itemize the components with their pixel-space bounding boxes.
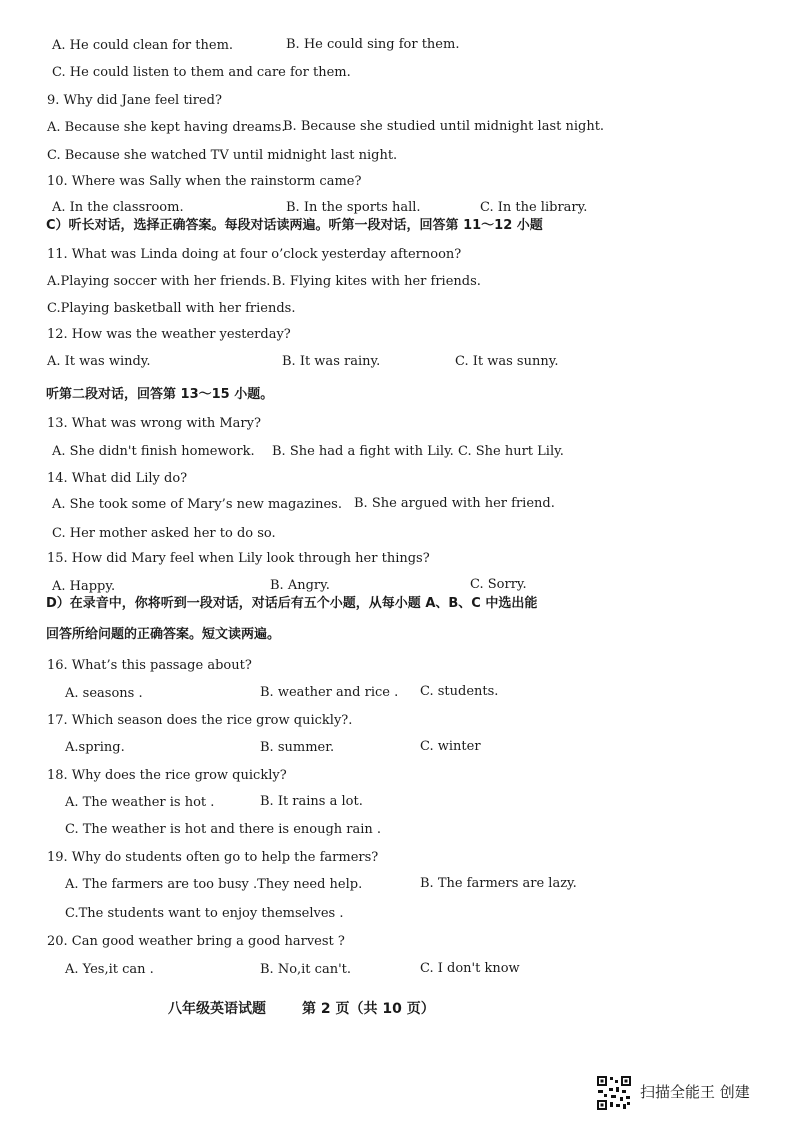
q16-option-a: A. seasons . [65, 686, 143, 701]
q20-option-c: C. I don't know [420, 961, 520, 976]
q18-option-a: A. The weather is hot . [65, 795, 215, 810]
q13-option-b: B. She had a fight with Lily. [272, 444, 454, 459]
q19-option-c: C.The students want to enjoy themselves . [65, 906, 344, 921]
q17-option-c: C. winter [420, 739, 481, 754]
footer-subject: 八年级英语试题 [168, 1001, 266, 1017]
section-c-part2-heading: 听第二段对话，回答第 13～15 小题。 [46, 387, 274, 402]
q9-option-b: B. Because she studied until midnight last night. [283, 119, 605, 134]
q19-option-a: A. The farmers are too busy .They need help. [65, 877, 363, 892]
q8-option-b: B. He could sing for them. [286, 37, 460, 52]
q15-option-a: A. Happy. [52, 579, 116, 594]
q16-option-b: B. weather and rice . [260, 685, 399, 700]
q11-option-b: B. Flying kites with her friends. [272, 274, 481, 289]
q18-option-c: C. The weather is hot and there is enough rain . [65, 822, 382, 837]
q9-question: 9. Why did Jane feel tired? [47, 93, 222, 108]
q20-question: 20. Can good weather bring a good harvest ? [47, 934, 345, 949]
q12-question: 12. How was the weather yesterday? [47, 327, 291, 342]
q8-option-c: C. He could listen to them and care for them. [52, 65, 351, 80]
q9-option-c: C. Because she watched TV until midnight last night. [47, 148, 398, 163]
q9-option-a: A. Because she kept having dreams. [47, 120, 286, 135]
footer-page-number: 第 2 页（共 10 页） [302, 1001, 435, 1017]
q12-option-c: C. It was sunny. [455, 354, 559, 369]
q18-option-b: B. It rains a lot. [260, 794, 363, 809]
q17-question: 17. Which season does the rice grow quickly?. [47, 713, 353, 728]
q16-question: 16. What’s this passage about? [47, 658, 252, 673]
section-d-heading-line2: 回答所给问题的正确答案。短文读两遍。 [46, 627, 281, 642]
scanner-watermark: 扫描全能王 创建 [640, 1083, 750, 1101]
q12-option-a: A. It was windy. [47, 354, 151, 369]
q15-option-c: C. Sorry. [470, 577, 527, 592]
q13-option-c: C. She hurt Lily. [458, 444, 564, 459]
q13-question: 13. What was wrong with Mary? [47, 416, 261, 431]
q10-option-c: C. In the library. [480, 200, 588, 215]
section-d-heading-line1: D）在录音中，你将听到一段对话，对话后有五个小题，从每小题 A、B、C 中选出能 [46, 596, 538, 611]
q18-question: 18. Why does the rice grow quickly? [47, 768, 287, 783]
q13-option-a: A. She didn't finish homework. [52, 444, 255, 459]
q15-option-b: B. Angry. [270, 578, 330, 593]
q17-option-a: A.spring. [65, 740, 125, 755]
q8-option-a: A. He could clean for them. [52, 38, 234, 53]
q11-question: 11. What was Linda doing at four o’clock yesterday afternoon? [47, 247, 462, 262]
q14-question: 14. What did Lily do? [47, 471, 188, 486]
q20-option-a: A. Yes,it can . [65, 962, 154, 977]
q14-option-b: B. She argued with her friend. [354, 496, 555, 511]
q19-option-b: B. The farmers are lazy. [420, 876, 577, 891]
q10-option-a: A. In the classroom. [52, 200, 184, 215]
q20-option-b: B. No,it can't. [260, 962, 351, 977]
q15-question: 15. How did Mary feel when Lily look through her things? [47, 551, 430, 566]
q11-option-a: A.Playing soccer with her friends. [47, 274, 271, 289]
q16-option-c: C. students. [420, 684, 499, 699]
q17-option-b: B. summer. [260, 740, 335, 755]
q12-option-b: B. It was rainy. [282, 354, 381, 369]
q14-option-a: A. She took some of Mary’s new magazines. [52, 497, 342, 512]
q14-option-c: C. Her mother asked her to do so. [52, 526, 276, 541]
q10-option-b: B. In the sports hall. [286, 200, 421, 215]
q11-option-c: C.Playing basketball with her friends. [47, 301, 296, 316]
qr-code-icon [596, 1075, 632, 1111]
q10-question: 10. Where was Sally when the rainstorm came? [47, 174, 362, 189]
section-c-heading: C）听长对话，选择正确答案。每段对话读两遍。听第一段对话，回答第 11～12 小题 [46, 218, 543, 233]
q19-question: 19. Why do students often go to help the farmers? [47, 850, 379, 865]
